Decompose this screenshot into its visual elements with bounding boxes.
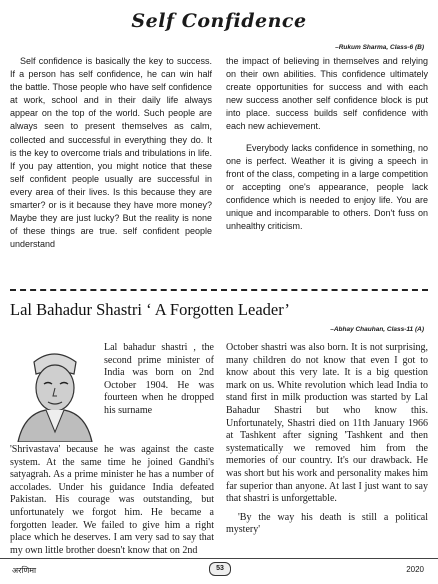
- article2-paragraph: Lal bahadur shastri , the second prime minister of India was born on 2nd October 1904. He was fourteen when he dropped his surname: [104, 342, 214, 416]
- article-title-self-confidence: Self Confidence: [131, 10, 307, 32]
- section-divider: [10, 289, 428, 291]
- article2-paragraph: 'Shrivastava' because he was against the caste system. At the same time he joined Gandhi's satyagrah. As a prime minister he has a number of accolades. Under his guidance India defeated Pakistan. His courage was outstanding, but unfortunately we forgot him. He became a forgotten leader. We failed to give him a right place which he deserves. I am very sad to say that my own little brother doesn't know that on 2nd: [10, 444, 214, 556]
- article1-paragraph: Self confidence is basically the key to success. If a person has self confidence, he can win half the battle. Those people who have self confidence at work, school and in their daily life always appear on the top of the world. Such people are always seen to present themselves as calm, collected and successful in everything they do. It is the key to overcome trials and tribulations in life. If you pay attention, you might notice that these self confident people usually are successful in every area of their lives. Is this because they are smarter? or is it because they have more money? Maybe they are just lucky? But the reality is none of these things are true. self confident people understand: [10, 56, 212, 250]
- page-footer: [0, 558, 438, 579]
- article2-paragraph: October shastri was also born. It is not surprising, many children do not know that even I got to know about this very late. It is a big question mark on us. White revolution which lead India to stand first in milk production was started by Lal Bahadur Shastri but who know this. Unfortunately, Shastri died on 11th January 1966 at Tashkent after signing 'Tashkent and then systematically we removed him from the memories of our country. It's our drawback. He was short but his work and personality makes him far superior than anyone. At last I just want to say that shastri is unforgettable.: [226, 342, 428, 505]
- article2-column-right: [226, 342, 428, 537]
- article2-quote: 'By the way his death is still a political mystery': [226, 511, 428, 536]
- article-author: –Abhay Chauhan, Class-11 (A): [330, 326, 424, 333]
- article2-column-left: [10, 444, 214, 557]
- magazine-name: अरणिमा: [12, 566, 37, 575]
- article-author: –Rukum Sharma, Class-6 (B): [335, 44, 424, 51]
- page-number-badge: 53: [209, 562, 231, 576]
- article-title-shastri: Lal Bahadur Shastri ‘ A Forgotten Leader’: [10, 300, 290, 319]
- shastri-portrait-image: [10, 342, 98, 442]
- article1-paragraph: Everybody lacks confidence in something, no one is perfect. Weather it is giving a speech in front of the class, competing in a large competition or accepting one's appearance, people lack confidence which is needed to enjoy life. You are unique and incomparable to others. Don't fuss on unhealthy criticism.: [226, 142, 428, 232]
- footer-year: 2020: [406, 565, 424, 574]
- article1-paragraph: the impact of believing in themselves and relying on their own abilities. This confidence ultimately create opportunities for success and with each new success another self confidence block is put into place. success builds self confidence with each new achievement.: [226, 56, 428, 132]
- article1-column-left: [10, 55, 212, 251]
- article1-column-right: [226, 55, 428, 233]
- article2-text-beside-image: [104, 342, 214, 418]
